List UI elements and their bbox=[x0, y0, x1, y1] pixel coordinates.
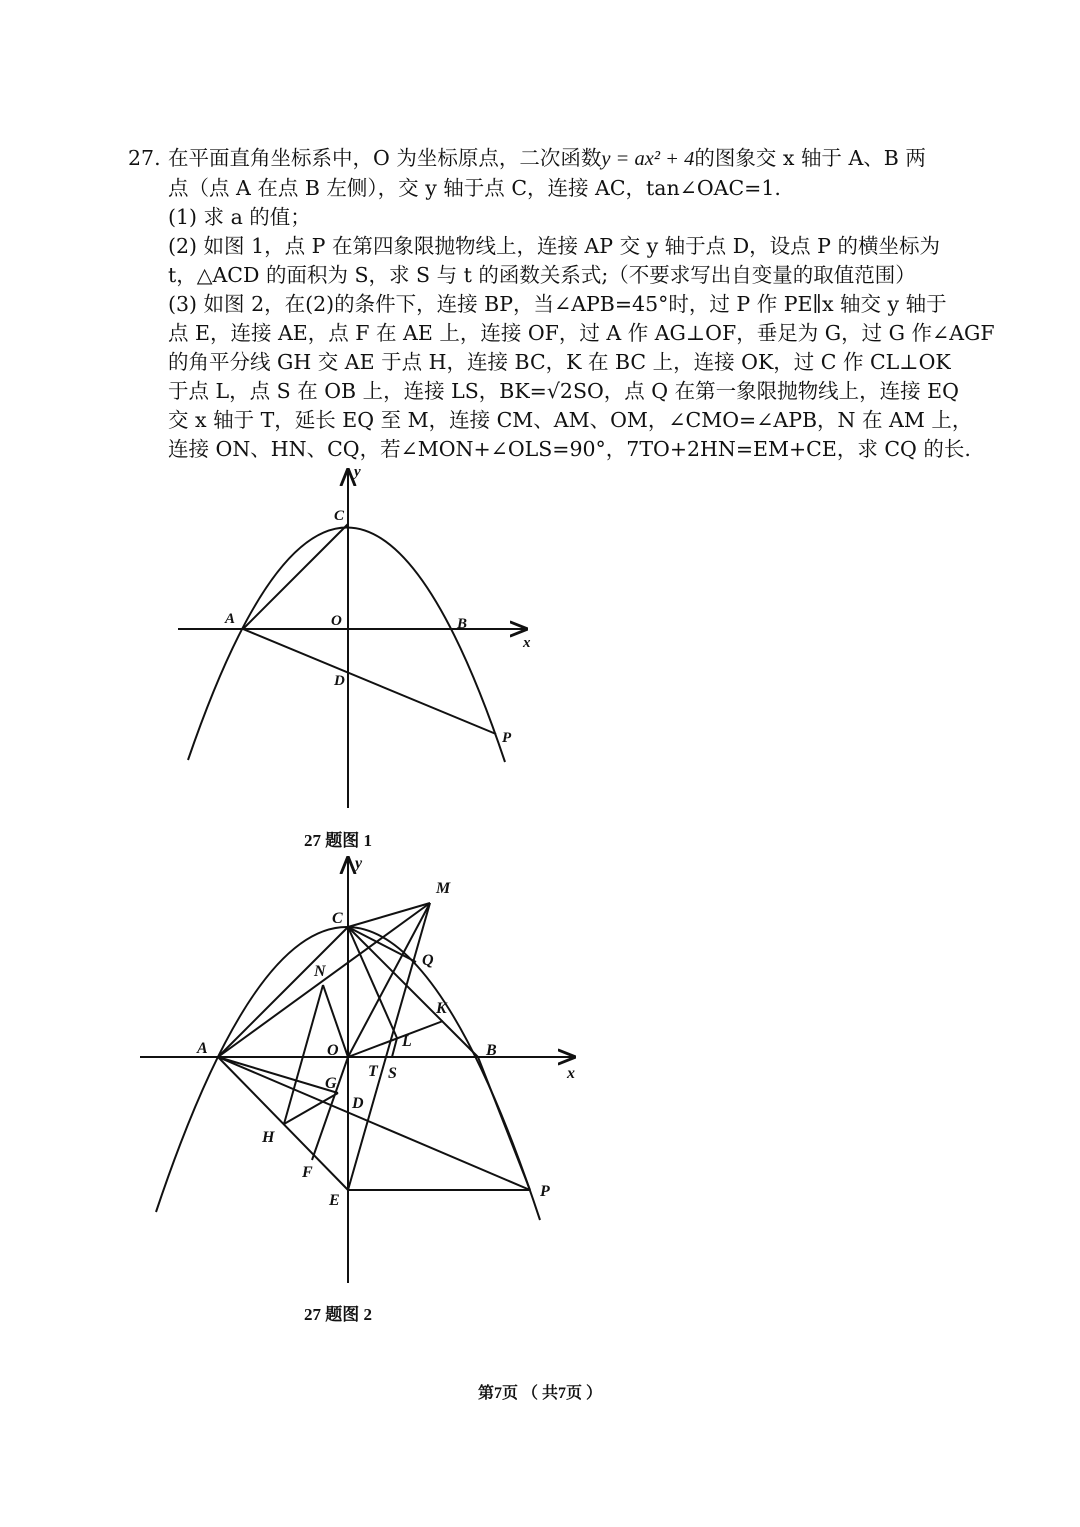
fig1-label-x: x bbox=[523, 635, 531, 651]
fig2-label-e: E bbox=[329, 1192, 340, 1209]
fig2-label-b: B bbox=[486, 1042, 497, 1059]
fig1-label-p: P bbox=[502, 730, 512, 746]
fig2-segment-am bbox=[218, 903, 430, 1057]
part-2-line-1: (2) 如图 1，点 P 在第四象限抛物线上，连接 AP 交 y 轴于点 D，设点 P 的横坐标为 bbox=[168, 234, 940, 258]
part-3-line-4: 于点 L，点 S 在 OB 上，连接 LS，BK=√2SO，点 Q 在第一象限抛物线上，连接 EQ bbox=[168, 379, 959, 403]
fig2-segment-bc bbox=[348, 927, 478, 1057]
fig2-label-a: A bbox=[197, 1040, 208, 1057]
fig2-label-g: G bbox=[325, 1075, 337, 1092]
fig1-label-b: B bbox=[457, 616, 468, 632]
fig2-label-x: x bbox=[567, 1065, 575, 1082]
fig2-label-q: Q bbox=[422, 952, 434, 969]
fig1-label-d: D bbox=[334, 673, 345, 689]
figure-1 bbox=[178, 470, 526, 808]
problem-stem-line-2: 点（点 A 在点 B 左侧），交 y 轴于点 C，连接 AC，tan∠OAC=1. bbox=[168, 176, 781, 200]
fig2-segment-cm bbox=[348, 903, 430, 927]
fig2-label-k: K bbox=[436, 1000, 447, 1017]
fig1-label-y: y bbox=[354, 464, 361, 480]
fig2-label-h: H bbox=[262, 1129, 275, 1146]
part-3-line-3: 的角平分线 GH 交 AE 于点 H，连接 BC，K 在 BC 上，连接 OK，过 C 作 CL⊥OK bbox=[168, 350, 951, 374]
part-3-line-1: (3) 如图 2，在(2)的条件下，连接 BP，当∠APB=45°时，过 P 作 PE∥x 轴交 y 轴于 bbox=[168, 292, 947, 316]
fig2-segment-ac bbox=[218, 927, 348, 1057]
part-3-line-5: 交 x 轴于 T，延长 EQ 至 M，连接 CM、AM、OM，∠CMO=∠APB，N 在 AM 上， bbox=[168, 408, 973, 432]
figure-2-caption: 27 题图 2 bbox=[304, 1305, 372, 1324]
fig2-segment-om bbox=[348, 903, 430, 1057]
fig2-label-f: F bbox=[302, 1164, 313, 1181]
fig2-segment-em bbox=[348, 903, 430, 1190]
fig2-label-n: N bbox=[314, 963, 326, 980]
fig1-label-o: O bbox=[331, 613, 342, 629]
part-2-line-2: t，△ACD 的面积为 S，求 S 与 t 的函数关系式;（不要求写出自变量的取值范围） bbox=[168, 263, 916, 287]
part-1: (1) 求 a 的值； bbox=[168, 205, 311, 229]
stem-text-b: 的图象交 x 轴于 A、B 两 bbox=[694, 146, 926, 170]
fig2-label-y: y bbox=[355, 855, 363, 872]
stem-text-a: 在平面直角坐标系中，O 为坐标原点，二次函数 bbox=[168, 146, 602, 170]
fig1-label-a: A bbox=[225, 611, 236, 627]
fig2-label-m: M bbox=[436, 880, 451, 897]
page-footer: 第7页 （ 共7页 ） bbox=[477, 1385, 602, 1402]
stem-formula: y = ax² + 4 bbox=[601, 148, 695, 170]
fig2-label-t: T bbox=[368, 1063, 378, 1080]
part-3-line-2: 点 E，连接 AE，点 F 在 AE 上，连接 OF，过 A 作 AG⊥OF，垂足为 G，过 G 作∠AGF bbox=[168, 321, 995, 345]
fig2-segment-cq bbox=[348, 927, 416, 962]
figure-1-caption: 27 题图 1 bbox=[304, 831, 372, 850]
fig2-label-d: D bbox=[352, 1095, 364, 1112]
fig2-label-c: C bbox=[332, 910, 343, 927]
fig2-label-p: P bbox=[540, 1183, 550, 1200]
fig2-label-o: O bbox=[327, 1042, 339, 1059]
fig1-label-c: C bbox=[334, 508, 345, 524]
fig2-segment-of bbox=[312, 1057, 348, 1160]
figure-2 bbox=[140, 858, 574, 1283]
part-3-line-6: 连接 ON、HN、CQ，若∠MON+∠OLS=90°，7TO+2HN=EM+CE，求 CQ 的长. bbox=[168, 437, 971, 461]
fig1-parabola bbox=[188, 527, 505, 762]
fig2-label-l: L bbox=[402, 1033, 412, 1050]
fig2-label-s: S bbox=[388, 1065, 397, 1082]
problem-number: 27. bbox=[128, 146, 161, 170]
fig2-segment-bp bbox=[478, 1057, 530, 1190]
